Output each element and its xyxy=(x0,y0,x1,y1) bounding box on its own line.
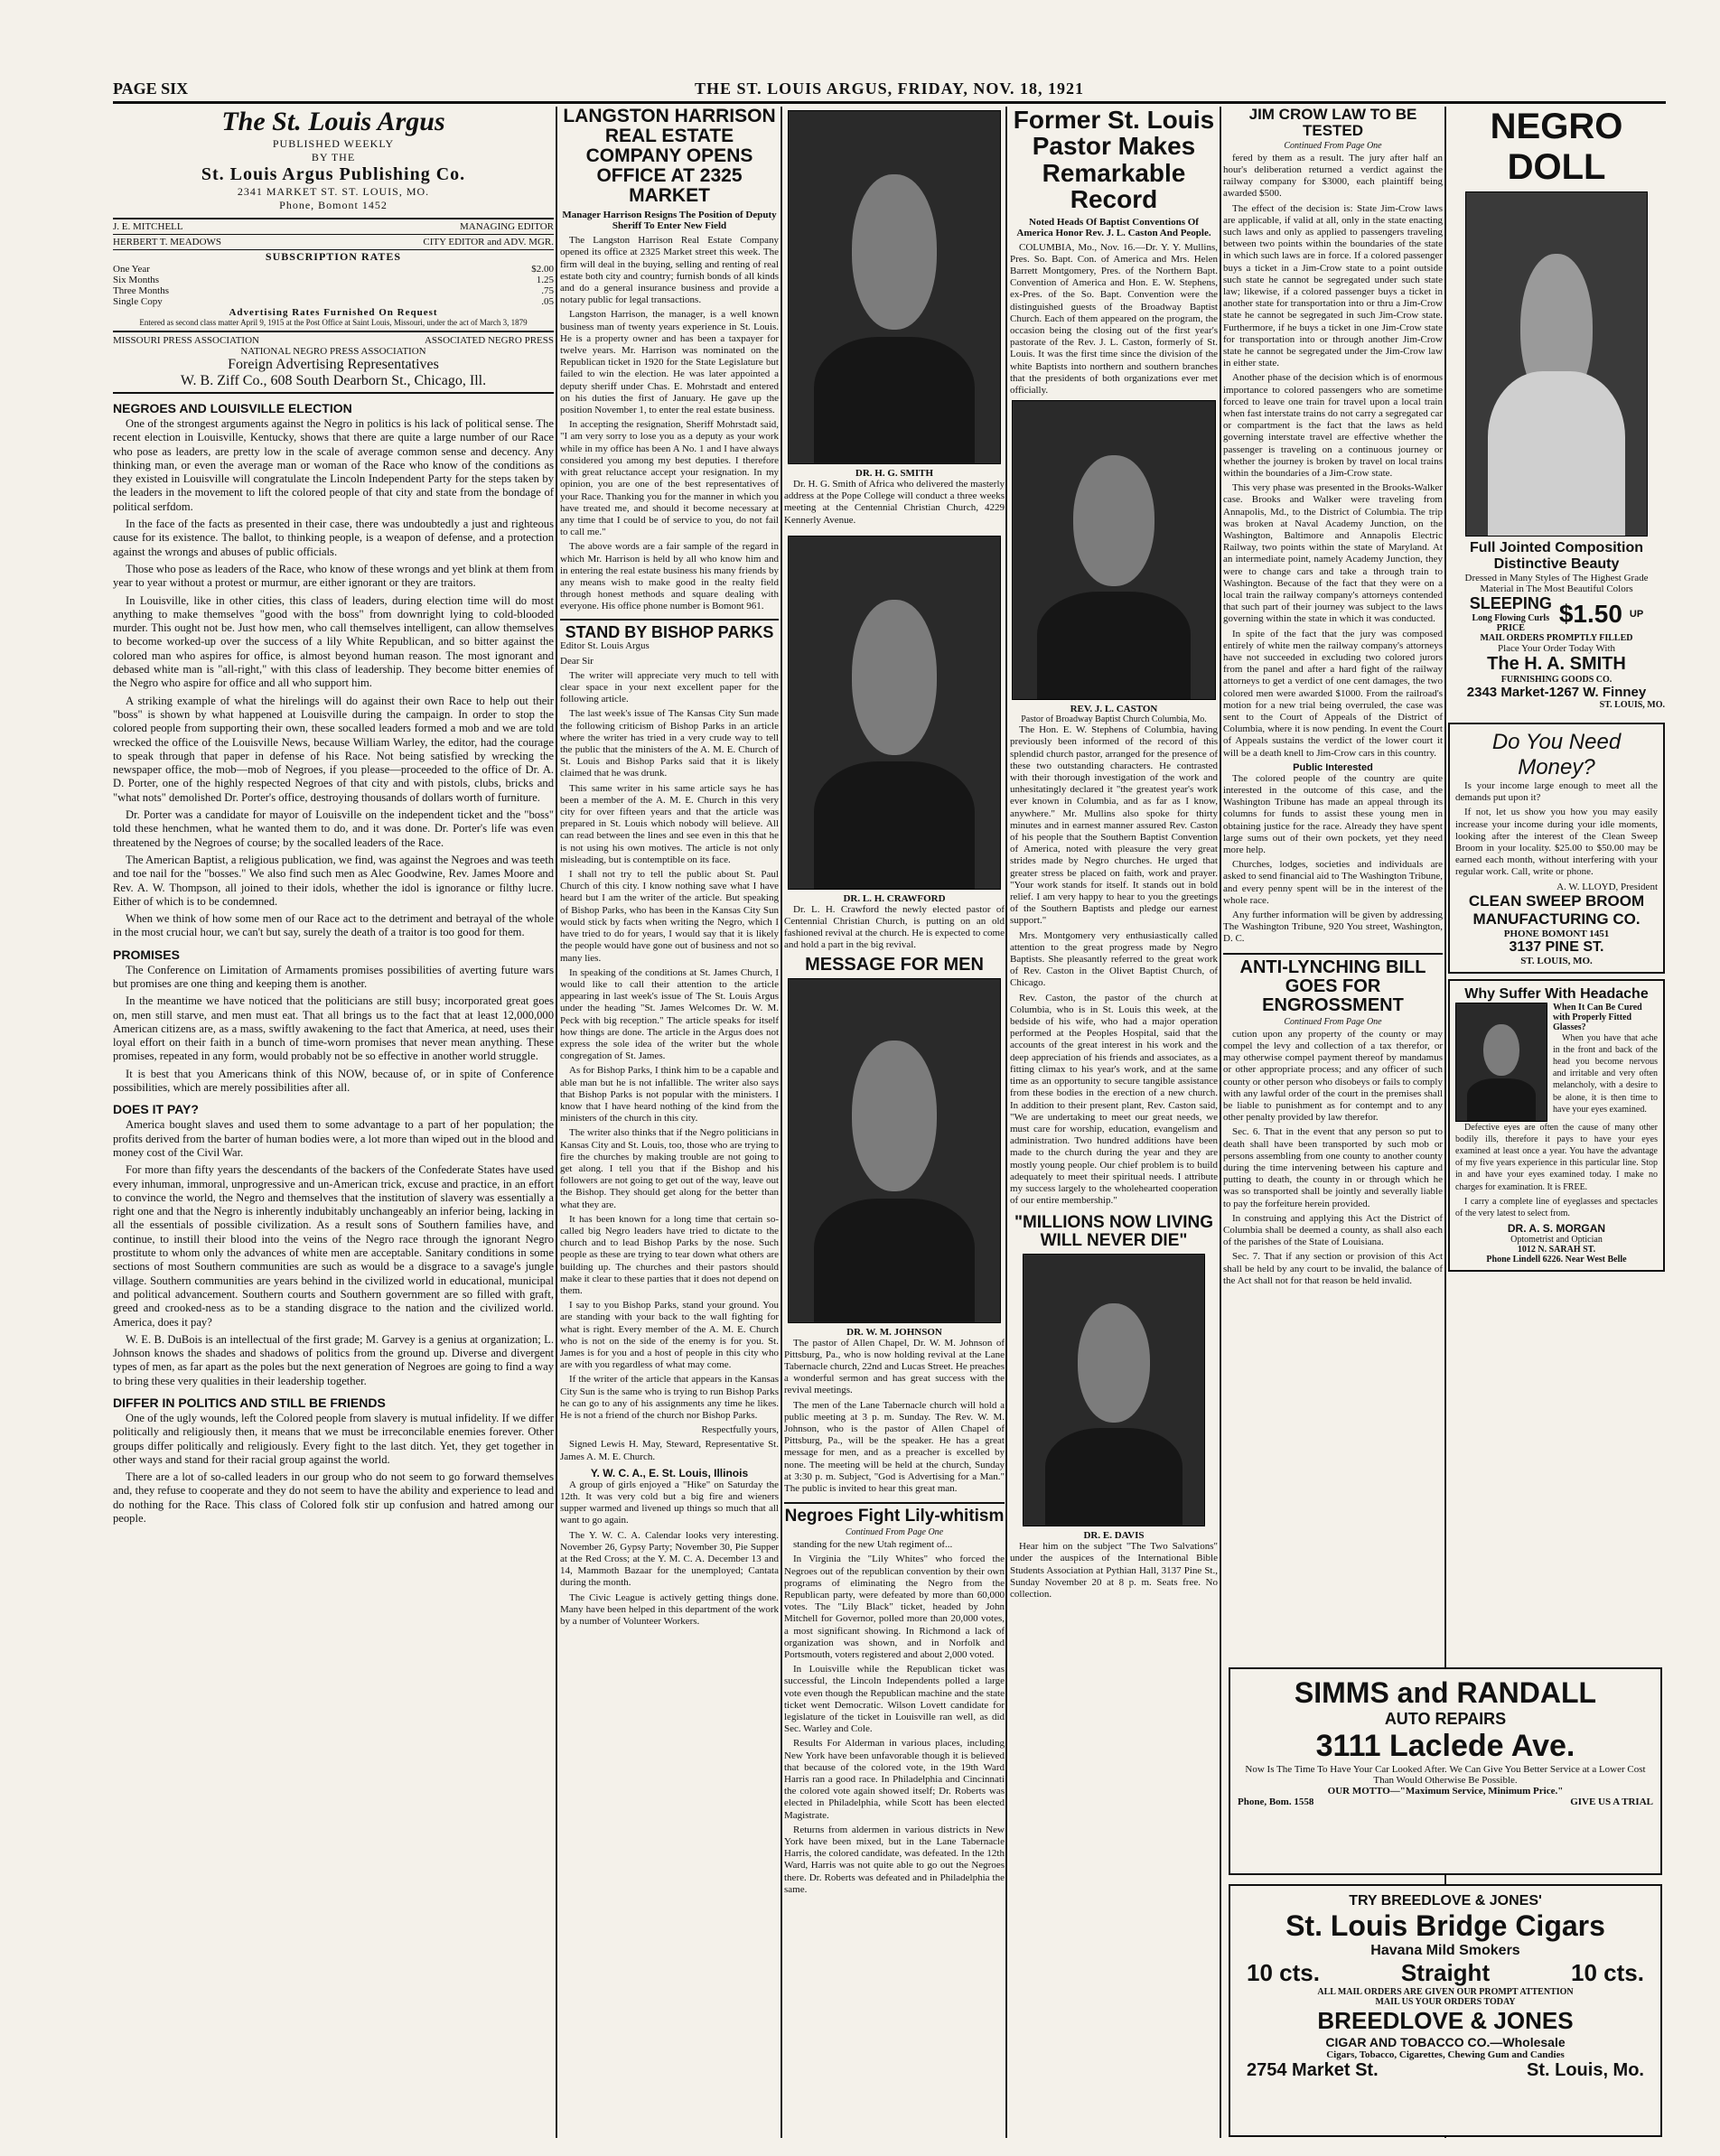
paragraph: In spite of the fact that the jury was composed entirely of white men the railway company's attorneys have not succeeded in excluding two colored jurors from the panel and after a hard fight of the railway attorneys to get a verdict of one cent damages, the two colored men were awarded $1000. From the railroad's motion for a new trial being overruled, the case was sent to the Court of Appeals of the District of Columbia, where it is now pending. In event the Court of Appeals sustains the verdict of the lower court it will be a death knell to Jim-Crow cars in this country. xyxy=(1223,628,1443,759)
paragraph: There are a lot of so-called leaders in our group who do not seem to go forward themselves and, they refuse to cooperate and they do not seem to have the ability and experience to lead and do nothing for the Race. This class of Colored folk stir up confusion and hatred among our people. xyxy=(113,1470,554,1526)
cigar-ad xyxy=(1229,1884,1662,2137)
paragraph: Any further information will be given by addressing The Washington Tribune, 920 You street, Washington, D. C. xyxy=(1223,910,1443,945)
ad-address: 2754 Market St. xyxy=(1247,2060,1379,2080)
paragraph: When we think of how some men of our Race act to the detriment and betrayal of the whole in the most crucial hour, we can't but say, surely the death of a traitor is too good for them. xyxy=(113,912,554,939)
paragraph: Another phase of the decision which is of enormous importance to colored passengers who are sometime forced to leave one train for travel upon a local train when fast interstate trains do not carry a segregated car or compartment is the fact that the laws as held governing interstate travel are effective whether the passenger is traveling on a continuous journey or whether the journey is broken by travel on local trains within the boundaries of a Jim-Crow state. xyxy=(1223,372,1443,479)
ad-body: Now Is The Time To Have Your Car Looked After. We Can Give You Better Service at a Lower Cost Than Would Otherwise Be Possible. xyxy=(1245,1764,1646,1786)
paragraph: In Louisville while the Republican ticket was successful, the Lincoln Independents polled a large vote even though the Republican machine and the state ticket went Democratic. Wilson Lovett candidate for legislature of the ticket in Louisville ran well, as did Sec. Warley and Cole. xyxy=(784,1664,1005,1735)
ad-company-sub: CIGAR AND TOBACCO CO.—Wholesale xyxy=(1325,2035,1566,2049)
paragraph: Langston Harrison, the manager, is a well known business man of twenty years experience in St. Louis. He is a property owner and has been a taxpayer for twelve years. Mr. Harrison was nominated on the Republican ticket in 1920 for the State Legislature but failed to win the election. He was later appointed a deputy sheriff under Chas. E. Mohrstadt and entered on his duties the first of January. He gave up the position November 1, to enter the real estate business. xyxy=(560,309,779,416)
paragraph: Rev. Caston, the pastor of the church at Columbia, who is in St. Louis this week, at the bedside of his wife, who had a major operation performed at the Peoples Hospital, said that the accounts of the great interest in his work and the deep appreciation of his friends and associates, as a fitting climax to his year's work, and at the same time as an opportunity to secure tangible assistance from these bodies in the erection of a new church. In addition to their present plant, Rev. Caston said, "We are undertaking to meet our great needs, we must care for worship, education, evangelism and administration. Two hundred additions have been made to the church during the year and they are mostly young people. Our chief problem is to build adequately to meet their spiritual needs. I attribute my success largely to the wholehearted cooperation of our entire membership." xyxy=(1010,992,1218,1207)
paragraph: In the face of the facts as presented in their case, there was undoubtedly a just and righteous cause for its existence. The ballot, to thinking people, is a weapon of defense, and a protection against the wrongs and abuses of public officials. xyxy=(113,518,554,558)
article-headline: MESSAGE FOR MEN xyxy=(805,954,984,975)
salutation: Dear Sir xyxy=(560,655,594,667)
subscription-rates xyxy=(113,250,554,327)
ad-phone: PHONE BOMONT 1451 xyxy=(1503,928,1610,939)
subhead: Public Interested xyxy=(1293,761,1373,773)
paragraph: COLUMBIA, Mo., Nov. 16.—Dr. Y. Y. Mullins, Pres. So. Bapt. Con. of America and Mrs. Helen Barrett Montgomery, Pres. of the Northern Bapt. Convention of America and Hon. E. W. Stephens, ex-Pres. of the So. Bapt. Convention were the distinguished guests of the Broadway Baptist Church. Each of them appeared on the program, the occasion being the closing out of the first year's pastorate of the Rev. J. L. Caston, formerly of St. Louis. It was the first time since the division of the white Baptists into northern and southern branches that the presidents of both organizations ever met officially. xyxy=(1010,241,1218,396)
paragraph: The writer also thinks that if the Negro politicians in Kansas City and St. Louis, too, those who are trying to fire the churches by making trouble are not going to get along. I tell you that if the Bishop and his followers are not going to get out of the way, leave out the Bishop. They should get along for the better than what they are. xyxy=(560,1127,779,1210)
paragraph: The Conference on Limitation of Armaments promises possibilities of averting future wars but promises are one thing and keeping them is another. xyxy=(113,963,554,990)
ad-title: St. Louis Bridge Cigars xyxy=(1285,1909,1605,1942)
paragraph: The American Baptist, a religious publication, we find, was against the Negroes and was teeth and toe nail for the "bosses." We also find such men as Alec Goodwine, Rev. James Moore and Rev. A. W. Thompson, all joined to their idols, whether the idol is ignorance or filthy lucre. Either of which is to be condemned. xyxy=(113,853,554,908)
ad-phone: Phone Lindell 6226. Near West Belle xyxy=(1486,1255,1627,1265)
ad-curls: Long Flowing Curls xyxy=(1472,613,1550,623)
paragraph: The Y. W. C. A. Calendar looks very interesting. November 26, Gypsy Party; November 30, Pie Supper at the Red Cross; at the Y. M. C. A. December 13 and 14, Mammoth Bazaar for the unemployed; Cantata during the month. xyxy=(560,1529,779,1589)
portrait-photo xyxy=(1455,1003,1547,1122)
paragraph: Sec. 7. That if any section or provision of this Act shall be held by any court to be invalid, the balance of the Act shall not for that reason be held invalid. xyxy=(1223,1251,1443,1286)
paragraph: The Civic League is actively getting things done. Many have been helped in this department of the work by a number of Volunteer Workers. xyxy=(560,1591,779,1628)
ad-seller2: FURNISHING GOODS CO. xyxy=(1500,675,1612,685)
column-rule xyxy=(1220,107,1221,2138)
article-deck: Manager Harrison Resigns The Position of Deputy Sheriff To Enter New Field xyxy=(562,210,777,232)
ad-trade: MAIL US YOUR ORDERS TODAY xyxy=(1375,1997,1516,2007)
ad-price-label: PRICE xyxy=(1496,623,1525,633)
adv-note: Advertising Rates Furnished On Request xyxy=(229,307,438,318)
publisher-phone: Phone, Bomont 1452 xyxy=(279,199,388,211)
rate-value: .05 xyxy=(541,296,554,307)
paragraph: This same writer in his same article says he has been a member of the A. M. E. Church in this very city for over fifteen years and that the article was prepared in St. Louis which nobody will believe. All can read between the lines and see even in this that he is not using his own motives. The article is not only misleading, but is contemptible on its face. xyxy=(560,782,779,865)
paragraph: It is best that you Americans think of this NOW, because of, or in spite of Conference possibilities, which are merely possibilities after all. xyxy=(113,1067,554,1095)
staff-row xyxy=(113,219,554,235)
photo-name: DR. L. H. CRAWFORD xyxy=(843,892,946,904)
ad-phone: Phone, Bom. 1558 xyxy=(1238,1797,1314,1807)
paragraph: The colored people of the country are quite interested in the outcome of this case, and the Washington Tribune has made an appeal through its columns for funds to assist these young men in obtaining justice for the race. Already they have spent large sums out of their own pockets, yet they need more help. xyxy=(1223,772,1443,856)
ad-doctor-title: Optometrist and Optician xyxy=(1510,1235,1603,1246)
paragraph: The effect of the decision is: State Jim-Crow laws are applicable, if valid at all, only in the state enacting such laws and only as applied to passengers traveling between two points within the boundaries of the state in which such laws are in force. If a colored passenger buys a ticket in a Jim-Crow state to a point outside such state he cannot be segregated under such state law; likewise, if a colored passenger buys a ticket in another state for transportation into or thru a Jim-Crow state he cannot be segregated in such Jim-Crow state. Furthermore, if he buys a ticket in one Jim-Crow state for transportation into or through another Jim-Crow state he cannot be segregated under the Jim-Crow law in either state. xyxy=(1223,202,1443,369)
ad-mail: MAIL ORDERS PROMPTLY FILLED xyxy=(1480,633,1633,643)
article-headline: ANTI-LYNCHING BILL GOES FOR ENGROSSMENT xyxy=(1223,953,1443,1015)
column-rule xyxy=(556,107,557,2138)
paragraph: America bought slaves and used them to some advantage to a part of her population; the profits derived from the barter of human bodies were, a lot more than wiped out in the blood and money cost of the Civil War. xyxy=(113,1118,554,1159)
editorial-column xyxy=(113,107,554,2138)
paragraph: Results For Alderman in various places, including New York have been unfavorable though it is believed that because of the colored vote, in the 19th Ward Harris ran a good race. In Philadelphia and Cincinnati the colored vote again showed itself; Dr. Roberts was elected in Philadelphia, while Scott has been elected Magistrate. xyxy=(784,1738,1005,1821)
photo-caption: Dr. H. G. Smith of Africa who delivered the masterly address at the Pope College will conduct a three weeks meeting at the Centennial Christian Church, 4229 Kennerly Avenue. xyxy=(784,479,1005,526)
article-headline: JIM CROW LAW TO BE TESTED xyxy=(1248,107,1417,139)
editor-role: CITY EDITOR and ADV. MGR. xyxy=(423,237,554,247)
ad-subtitle: When It Can Be Cured with Properly Fitted Glasses? xyxy=(1553,1002,1642,1032)
rate-label: One Year xyxy=(113,264,150,275)
article-headline: STAND BY BISHOP PARKS xyxy=(560,619,779,641)
ad-up: UP xyxy=(1629,608,1644,620)
paragraph: Returns from aldermen in various districts in New York have been mixed, but in the Lane Tabernacle Harris, the colored candidate, was defeated. In the 12th Ward, Harris was not quite able to go out the Negroes there. Dr. Roberts was defeated and in Philadelphia the same. xyxy=(784,1824,1005,1895)
paragraph: Churches, lodges, societies and individuals are asked to send financial aid to The Washington Tribune, and every penny spent will be in the interest of the whole race. xyxy=(1223,859,1443,906)
paragraph: W. E. B. DuBois is an intellectual of the first grade; M. Garvey is a genius at organization; L. Johnson knows the shades and shadows of politics from the ground up. Diverse and divergent types of men, as far apart as the poles but the next generation of Negroes are going to find a way to bring these very qualities in their leadership together. xyxy=(113,1332,554,1387)
paragraph: I say to you Bishop Parks, stand your ground. You are standing with your back to the wall fighting for what is right. Every member of the A. M. E. Church who is not on the side of the enemy is for you. St. James is for you and a host of people in this city who are with you regardless of what may come. xyxy=(560,1300,779,1371)
editorial-title: PROMISES xyxy=(113,947,180,962)
ad-price: $1.50 xyxy=(1558,599,1622,628)
paragraph: Hear him on the subject "The Two Salvations" under the auspices of the International Bible Students Association at Pythian Hall, 3137 Pine St., Sunday November 20 at 8 p. m. Seats free. No collection. xyxy=(1010,1541,1218,1601)
photo-caption: Dr. L. H. Crawford the newly elected pastor of Centennial Christian Church, is putting on an old fashioned revival at the church. He is expected to come and hold a part in the big revival. xyxy=(784,903,1005,951)
rate-value: 1.25 xyxy=(536,275,554,285)
column-rule xyxy=(1005,107,1007,2138)
foreign-reps: Foreign Advertising Representatives xyxy=(228,357,439,372)
photo-column xyxy=(784,107,1005,2138)
paragraph: Dr. Porter was a candidate for mayor of Louisville on the independent ticket and the "boss" told these henchmen, what he wanted them to do, and it was done. Dr. Porter's life was even threatened by the Negroes of course; by the socalled leaders of the Race. xyxy=(113,808,554,849)
portrait-photo xyxy=(788,978,1001,1323)
paragraph: One of the strongest arguments against the Negro in politics is his lack of political sense. The recent election in Louisville, Kentucky, shows that there are quite a large number of our Race who pose as leaders, are pretty low in the scale of average common sense and decency. Any thinking man, or even the average man or woman of the Race who know of the conditions as they existed in Louisville will congratulate the Lincoln Independent Party for the steps taken by the leaders in the movement to lift the colored people of that city and state from the bondage of political serfdom. xyxy=(113,417,554,513)
rate-row xyxy=(113,285,554,296)
assoc-right: ASSOCIATED NEGRO PRESS xyxy=(424,335,554,346)
photo-name: REV. J. L. CASTON xyxy=(1070,704,1158,715)
article-headline: "MILLIONS NOW LIVING WILL NEVER DIE" xyxy=(1014,1213,1214,1251)
rate-row xyxy=(113,275,554,285)
paragraph: fered by them as a result. The jury after half an hour's deliberation returned a verdict against the railway company for $3000, each plaintiff being awarded $500. xyxy=(1223,152,1443,200)
article-headline: Y. W. C. A., E. St. Louis, Illinois xyxy=(590,1466,749,1479)
ad-line: Cigars, Tobacco, Cigarettes, Chewing Gum and Candies xyxy=(1326,2049,1565,2060)
subs-title: SUBSCRIPTION RATES xyxy=(265,250,402,263)
paragraph: Sec. 6. That in the event that any person so put to death shall have been transported by such mob or persons assembling from one county to another county during the time intervening between his capture and putting to death, the county in or through which he was so transported shall be jointly and severally liable to pay the forfeiture herein provided. xyxy=(1223,1126,1443,1209)
ad-body: Is your income large enough to meet all the demands put upon it? xyxy=(1455,780,1658,804)
langston-column xyxy=(560,107,779,2138)
article-headline: Former St. Louis Pastor Makes Remarkable Record xyxy=(1013,107,1215,214)
article-deck: Noted Heads Of Baptist Conventions Of America Honor Rev. J. L. Caston And People. xyxy=(1016,216,1211,238)
ad-address: 3137 PINE ST. xyxy=(1509,938,1604,955)
money-ad xyxy=(1448,723,1665,974)
paragraph: I shall not try to tell the public about St. Paul Church of this city. I know nothing save what I have heard but I am the writer of the article. But speaking of Bishop Parks, who has been in the Kansas City Sun would stick by facts when writing the Negro, which I have tried to do for years, I would say that it is likely the people would have gone out of business and not so many lies. xyxy=(560,869,779,964)
ad-seller: The H. A. SMITH xyxy=(1487,654,1626,674)
ad-body: Dressed in Many Styles of The Highest Grade Material in The Most Beautiful Colors xyxy=(1464,573,1649,594)
ad-address: 2343 Market-1267 W. Finney xyxy=(1466,685,1647,700)
published-line: PUBLISHED WEEKLY xyxy=(272,137,395,150)
paragraph: One of the ugly wounds, left the Colored people from slavery is mutual infidelity. If we differ politically and religiously then, it means that we must be irreconcilable enemies forever. Other groups differ politically and religiously. Every fight to the last ditch. Yet, they get together in other ways and stand for their racial group against the world. xyxy=(113,1412,554,1466)
rate-row xyxy=(113,296,554,307)
publisher-name: St. Louis Argus Publishing Co. xyxy=(201,164,466,184)
by-line: BY THE xyxy=(311,151,356,163)
portrait-photo xyxy=(788,536,1001,890)
rate-label: Six Months xyxy=(113,275,160,285)
rate-row xyxy=(113,264,554,275)
ad-trial: GIVE US A TRIAL xyxy=(1570,1797,1653,1807)
rate-label: Single Copy xyxy=(113,296,163,307)
paragraph: Those who pose as leaders of the Race, who know of these wrongs and yet blink at them from year to year without a protest or murmur, are either ignorant or they are traitors. xyxy=(113,562,554,590)
ad-subtitle: AUTO REPAIRS xyxy=(1384,1710,1507,1728)
paragraph: The writer will appreciate very much to tell with clear space in your next excellent paper for the following article. xyxy=(560,669,779,705)
ad-address: 3111 Laclede Ave. xyxy=(1315,1729,1575,1763)
continued-note: Continued From Page One xyxy=(1284,1016,1382,1027)
assoc-left: MISSOURI PRESS ASSOCIATION xyxy=(113,335,259,346)
ad-top: TRY BREEDLOVE & JONES' xyxy=(1349,1893,1542,1909)
paragraph: cution upon any property of the county or may compel the levy and collection of a tax therefor, or may otherwise compel payment thereof by mandamus or other appropriate process; and any officer of such county or other person who disobeys or fails to comply with any lawful order of the court in the premises shall be liable to punishment as for contempt and to any other penalty provided by law therefor. xyxy=(1223,1028,1443,1124)
portrait-photo xyxy=(1012,400,1216,700)
paper-name: The St. Louis Argus xyxy=(221,107,445,136)
ad-city: ST. LOUIS, MO. xyxy=(1520,955,1593,966)
editor-name: J. E. MITCHELL xyxy=(113,221,183,232)
paragraph: standing for the new Utah regiment of... xyxy=(793,1539,953,1551)
auto-repair-ad xyxy=(1229,1667,1662,1875)
ad-body: Defective eyes are often the cause of many other bodily ills, therefore it pays to have your eyes examined at least once a year. You have the advantage of my five years experience in this particular line. Stop in and have your eyes examined today. I make no charges for examination. It is FREE. xyxy=(1455,1122,1658,1192)
paragraph: In accepting the resignation, Sheriff Mohrstadt said, "I am very sorry to lose you as a deputy as your work while in my office has been A No. 1 and I have always considered you among my best deputies. I therefore with great reluctance accept your resignation. In my opinion, you are one of the best representatives of your Race. Thanking you for the manner in which you have treated me, and should it become necessary at any time that I could be of service to you, do not fail to call me." xyxy=(560,419,779,538)
page-number: PAGE SIX xyxy=(113,79,189,98)
rate-value: .75 xyxy=(541,285,554,296)
ad-company: BREEDLOVE & JONES xyxy=(1317,2007,1574,2034)
article-headline: LANGSTON HARRISON REAL ESTATE COMPANY OPENS OFFICE AT 2325 MARKET xyxy=(563,107,776,207)
rate-label: Three Months xyxy=(113,285,170,296)
paragraph: As for Bishop Parks, I think him to be a capable and able man but he is not infallible. The writer also says that Bishop Parks is not popular with the ministers. I know that I have heard nothing of the kind from the ministers of the church in this city. xyxy=(560,1065,779,1125)
paragraph: Mrs. Montgomery very enthusiastically called attention to the great progress made by Negro Baptists. She pleasantly referred to the great work of Rev. Caston in the Olivet Baptist Church, of Chicago. xyxy=(1010,929,1218,989)
ads-column xyxy=(1448,107,1665,1650)
rate-value: $2.00 xyxy=(531,264,554,275)
paragraph: A group of girls enjoyed a "Hike" on Saturday the 12th. It was very cold but a big fire and wieners supper warmed and livened up things so much that all want to go again. xyxy=(560,1479,779,1526)
ad-body: I carry a complete line of eyeglasses and spectacles of the very latest to select from. xyxy=(1455,1196,1658,1219)
headache-ad xyxy=(1448,979,1665,1273)
continued-note: Continued From Page One xyxy=(1284,140,1382,151)
paper-dateline: THE ST. LOUIS ARGUS, FRIDAY, NOV. 18, 1921 xyxy=(694,79,1085,98)
photo-caption: The pastor of Allen Chapel, Dr. W. M. Johnson of Pittsburg, Pa., who is now holding revival at the Lane Tabernacle church, 22nd and Lucas Street. He preaches a wonderful sermon and has great success with the revival meetings. xyxy=(784,1337,1005,1396)
paragraph: It has been known for a long time that certain so-called big Negro leaders have tried to dictate to the church and to lead Bishop Parks by the nose. Such people as these are trying to tear down what others are building up. The churches and their pastors should make it clear to these parties that it does not depend on them. xyxy=(560,1213,779,1296)
ad-order: Place Your Order Today With xyxy=(1497,643,1616,654)
paragraph: The above words are a fair sample of the regard in which Mr. Harrison is held by all who know him and in entering the real estate business his many friends by any means wish to make good in the realty field through honest methods and square dealing with everyone. His office phone number is Bomont 961. xyxy=(560,541,779,612)
ad-subtitle: Full Jointed Composition xyxy=(1470,540,1643,555)
photo-name: DR. E. DAVIS xyxy=(1083,1530,1145,1542)
ad-president: A. W. LLOYD, President xyxy=(1556,881,1658,892)
paragraph: The men of the Lane Tabernacle church will hold a public meeting at 3 p. m. Sunday. The Rev. W. M. Johnson, who is the pastor of Allen Chapel of Pittsburg, Pa., will be the speaker. He has a great message for men, and as a preacher is excelled by none. The meeting will be held at the church, Sunday at 3:30 p. m. Subject, "God is Advertising for a Man." The public is invited to hear this great man. xyxy=(784,1399,1005,1495)
paragraph: The Langston Harrison Real Estate Company opened its office at 2325 Market street this week. The firm will deal in the buying, selling and renting of real estate both city and country; furnish bonds of all kinds and do a general insurance business and provide a notary public for legal transactions. xyxy=(560,235,779,306)
editor-role: MANAGING EDITOR xyxy=(460,221,554,232)
ad-subtitle: Havana Mild Smokers xyxy=(1370,1943,1520,1958)
ad-title: Why Suffer With Headache xyxy=(1464,985,1649,1002)
ad-company: CLEAN SWEEP BROOM MANUFACTURING CO. xyxy=(1468,891,1645,928)
article-headline: Negroes Fight Lily-whitism xyxy=(784,1502,1005,1526)
photo-caption: Pastor of Broadway Baptist Church Columbia, Mo. xyxy=(1021,714,1207,725)
editorial-title: DIFFER IN POLITICS AND STILL BE FRIENDS xyxy=(113,1395,386,1410)
caston-column xyxy=(1010,107,1218,2138)
associations xyxy=(113,331,554,394)
ad-subtitle: Distinctive Beauty xyxy=(1493,556,1620,572)
paragraph: The last week's issue of The Kansas City Sun made the following criticism of Bishop Parks in an article where the writer has tried in a very crude way to tell the public that the ministers of the A. M. E. Church of St. Louis and Bishop Parks said that it is likely claimed that he was drunk. xyxy=(560,708,779,779)
paragraph: In speaking of the conditions at St. James Church, I would like to call their attention to the article appearing in last week's issue of The St. Louis Argus under the heading "St. James Welcomes Dr. W. M. Peck with big reception." The article speaks for itself how things are done. The article in the Argus does not express the sole idea of the writer but the whole congregation of St. James. xyxy=(560,966,779,1062)
paragraph: The Hon. E. W. Stephens of Columbia, having previously been informed of the record of this splendid church pastor, arranged for the presence of these two outstanding characters. He contrasted with their thorough investigation of the work and unhesitatingly declared it "the greatest year's work ever known in Columbia, and as far as I know, anywhere." Mr. Mullins also spoke for thirty minutes and in earnest manner assured Rev. Caston of his people that the Southern Baptist Convention of America, noted with pleasure the very great strides made by Negro churches. He urged that greater stress be placed on faith, work and prayer. "Your work stands for itself. It stands out in bold relief. I am very happy to hear to you the greetings of the Southern Baptists and pledge our earnest support." xyxy=(1010,724,1218,927)
ad-city: ST. LOUIS, MO. xyxy=(1599,700,1665,710)
ad-straight: Straight xyxy=(1400,1959,1491,1986)
doll-photo xyxy=(1465,191,1648,537)
ad-body: When you have that ache in the front and back of the head you become nervous and irritable and very often melancholy, with a desire to be alone, it is then time to have your eyes examined. xyxy=(1553,1032,1658,1115)
paragraph: This very phase was presented in the Brooks-Walker case. Brooks and Walker were traveling from Annapolis, Md., to the District of Columbia. The trip was broken at Naval Academy Junction, on the Washington, Baltimore and Annapolis Electric Railway, two points within the state of Maryland. At an intermediate point, namely Academy Junction, they were to change cars and take a through train to Washington. Because of the fact that they were on a local train the railway company's attorneys contended that such part of their journey was subject to the laws governing within the state in which it was conducted. xyxy=(1223,482,1443,625)
ad-title: NEGRO DOLL xyxy=(1490,107,1623,187)
photo-name: DR. W. M. JOHNSON xyxy=(846,1326,942,1338)
signature: Respectfully yours, xyxy=(701,1424,779,1436)
salutation: Editor St. Louis Argus xyxy=(560,640,650,652)
paragraph: In construing and applying this Act the District of Columbia shall be deemed a county, as shall also each of the parishes of the State of Louisiana. xyxy=(1223,1212,1443,1248)
column-rule xyxy=(781,107,782,2138)
ziff-address: W. B. Ziff Co., 608 South Dearborn St., Chicago, Ill. xyxy=(180,373,487,388)
editor-name: HERBERT T. MEADOWS xyxy=(113,237,222,247)
paragraph: In Louisville, like in other cities, this class of leaders, during election time will do most anything to make themselves "good with the boss" from downright lying to cold-blooded murder. This ought not be. Just how men, who call themselves intelligent, can allow themselves to become worked-up over the success of a lily White Republican, and so bitter against the colored man who aspires for office, is almost beyond human reason. The most ignorant and debased white man is "all-right," with this class of leadership. They become bitter enemies of the Negro who aspire for office and all who support him. xyxy=(113,593,554,690)
portrait-photo xyxy=(1023,1254,1205,1526)
entry-note: Entered as second class matter April 9, 1915 at the Post Office at Saint Louis, Missouri, under the act of March 3, 1879 xyxy=(139,318,528,327)
ad-doctor: DR. A. S. MORGAN xyxy=(1507,1222,1606,1236)
paragraph: For more than fifty years the descendants of the backers of the Confederate States have used every inhuman, immoral, unprogressive and un-American trick, excuse and practice, in an effort to convince the world, the Negro and themselves that the institution of slavery was essentially a right one and that the Negro is inherently indubitably unchangeably an inferior being, lacking in all the essentials of possible civilization. As a result sons of Southern families have, and continue, to instill their blood into the veins of the Negro race through the ignorant Negro prostitute to whom only the advances of white men are acceptable. Sanitary conditions in some sections of most Southern communities are such as would be a disgrace to a savage's jungle village. Southern communities are years behind in the civilized world in educational, municipal and political advancement. Southern courts and Southern government are so filled with graft, greed and crooked-ness as to be a standing disgrace to the nation and the civilized world. America, does it pay? xyxy=(113,1163,554,1329)
paragraph: In Virginia the "Lily Whites" who forced the Negroes out of the republican convention by their own programs of eliminating the Negro from the Republican party, were defeated by more than 60,000 votes. The "Lily Black" ticket, headed by John Mitchell for Governor, polled more than 20,000 votes, a most significant showing. In Richmond a lack of organization was shown, and in Norfolk and Portsmouth, voters registered and about 2,000 voted. xyxy=(784,1554,1005,1661)
ad-sleeping: SLEEPING xyxy=(1469,594,1552,612)
signature: Signed Lewis H. May, Steward, Representative St. James A. M. E. Church. xyxy=(560,1439,779,1462)
masthead xyxy=(113,107,554,219)
ad-address: 1012 N. SARAH ST. xyxy=(1517,1245,1596,1255)
ad-city: St. Louis, Mo. xyxy=(1527,2060,1644,2080)
ad-price: 10 cts. xyxy=(1247,1959,1320,1986)
ad-body: If not, let us show you how you may easily increase your income during your idle moments, looking after the interest of the Clean Sweep Broom in your locality. $25.00 to $50.00 may be earned each month, without interfering with your regular work. Call, write or phone. xyxy=(1455,807,1658,878)
editorial-title: NEGROES AND LOUISVILLE ELECTION xyxy=(113,401,352,415)
paragraph: If the writer of the article that appears in the Kansas City Sun is the same who is trying to run Bishop Parks he can go to any of his assignments any time he likes. He is not a friend of the church nor Bishop Parks. xyxy=(560,1374,779,1422)
paragraph: A striking example of what the hirelings will do against their own Race to help out their "boss" is shown by what happened at Louisville during the campaign. In order to stop the colored people from supporting their own, these socalled leaders formed a mob and we are told wrecked the office of the Louisville News, because William Warley, the editor, had the courage to speak through that paper in defense of his Race. Not being satisfied by wrecking the newspaper office, the mob—mob of Negroes, if you please—proceeded to the office of Dr. A. D. Porter, one of the highly respected Negroes of that city and with pistols, clubs, bricks and "what nots" demolished Dr. Porter's office, destroying thousands of dollars worth of furniture. xyxy=(113,694,554,804)
continued-note: Continued From Page One xyxy=(845,1527,944,1538)
assoc-center: NATIONAL NEGRO PRESS ASSOCIATION xyxy=(240,346,426,357)
photo-name: DR. H. G. SMITH xyxy=(855,468,934,479)
editorial-title: DOES IT PAY? xyxy=(113,1102,199,1117)
ad-title: Do You Need Money? xyxy=(1491,730,1622,779)
ad-title: SIMMS and RANDALL xyxy=(1294,1676,1597,1709)
portrait-photo xyxy=(788,110,1001,464)
ad-motto: OUR MOTTO—"Maximum Service, Minimum Price." xyxy=(1327,1786,1564,1797)
ad-mail: ALL MAIL ORDERS ARE GIVEN OUR PROMPT ATTENTION xyxy=(1317,1987,1574,1997)
publisher-address: 2341 MARKET ST. ST. LOUIS, MO. xyxy=(237,185,430,198)
paragraph: In the meantime we have noticed that the politicians are still busy; incorporated great goes on, men still starve, and men must eat. That all brings us to the fact that at least 12,000,000 American citizens are, as a mass, swiftly awakening to the fact that America, at need, uses their loyal effort on their faith in a bunch of time-worn promises that never mean anything. These promises, repeated in any form, would probably not be so effective in another world struggle. xyxy=(113,994,554,1063)
page-header xyxy=(113,79,1666,104)
staff-row xyxy=(113,235,554,250)
ad-price: 10 cts. xyxy=(1571,1959,1644,1986)
